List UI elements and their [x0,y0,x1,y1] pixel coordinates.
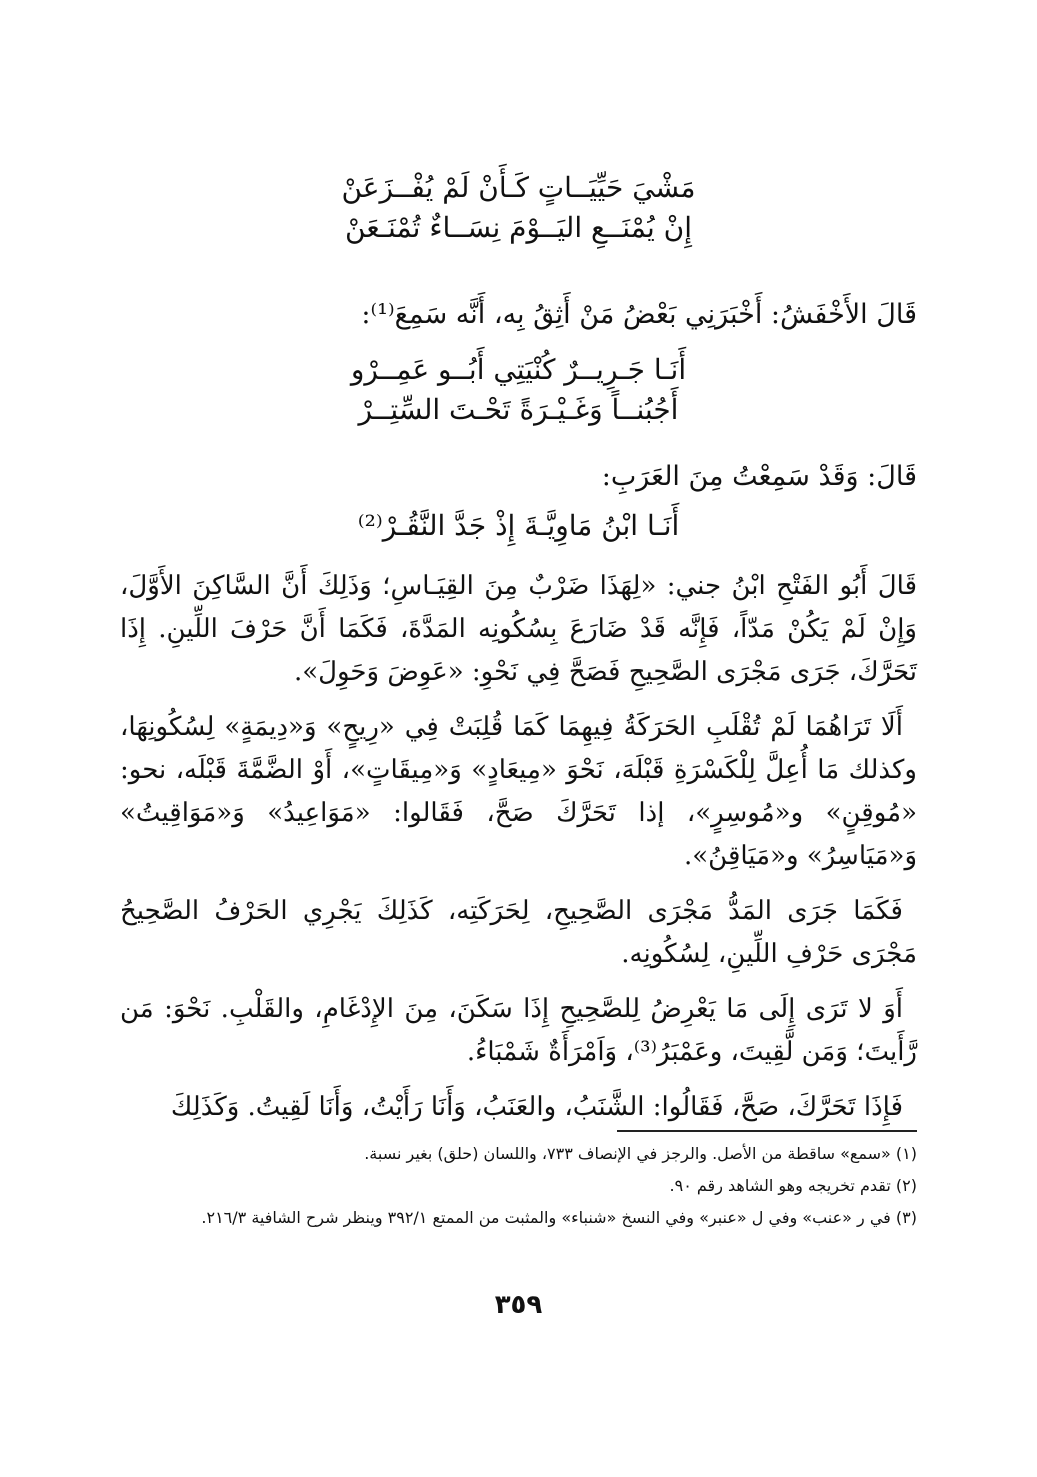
footnote: (٣) في ر «عنب» وفي ل «عنبر» وفي النسخ «شنباء» والمثبت من الممتع ٣٩٢/١ وينظر شرح الشافية ٢١٦/٣. [201,1208,917,1227]
verse-block-2 [239,350,799,430]
verse-line: أَنَـا جَـرِيــرٌ كُنْيَتِي أَبُــو عَمِــرْو [350,353,687,386]
verse-line: إِنْ يُمْنَــعِ اليَــوْمَ نِسَــاءٌ تُمْنَـعَنْ [345,211,692,244]
paragraph: فَإِذَا تَحَرَّكَ، صَحَّ، فَقَالُوا: الشَّنَبُ، والعَنَبُ، وَأَنَا رَأَيْتُ، وَأَنَا لَقِيتُ. وَكَذَلِكَ [170,1092,903,1122]
verse-line: أَجُبُنــاً وَغَـيْـرَةً تَحْـتَ السِّتِــرْ [358,393,679,426]
main-text [120,565,917,1141]
verse-block-3 [239,506,799,546]
verse-line: أَنَـا ابْنُ مَاوِيَّـةَ إِذْ جَدَّ النَّقُـرْ⁽²⁾ [357,509,680,542]
verse-line: مَشْيَ حَيِّيَــاتٍ كَـأَنْ لَمْ يُفْــزَعَنْ [341,171,696,204]
paragraph: قَالَ أَبُو الفَتْحِ ابْنُ جني: «لِهَذَا ضَرْبٌ مِنَ القِيَـاسِ؛ وَذَلِكَ أَنَّ السَّاكِنَ الأَوَّلَ، وَإِنْ لَمْ يَكُنْ مَدّاً، فَإِنَّه قَدْ ضَارَعَ بِسُكُونِه المَدَّةَ، فَكَمَا أَنَّ حَرْفَ اللِّينِ. إِذَا تَحَرَّكَ، جَرَى مَجْرَى الصَّحِيحِ فَصَحَّ فِي نَحْوِ: «عَوِضَ وَحَوِلَ». [120,571,917,687]
paragraph: فَكَمَا جَرَى المَدُّ مَجْرَى الصَّحِيحِ، لِحَرَكَتِه، كَذَلِكَ يَجْرِي الحَرْفُ الصَّحِيحُ مَجْرَى حَرْفِ اللِّينِ، لِسُكُونِه. [120,896,917,969]
page-number: ٣٥٩ [494,1290,543,1320]
paragraph: أَلَا تَرَاهُمَا لَمْ تُقْلَبِ الحَرَكَةُ فِيهِمَا كَمَا قُلِبَتْ فِي «رِيحٍ» وَ«دِيمَةٍ» لِسُكُونِهَا، وكذلك مَا أُعِلَّ لِلْكَسْرَةِ قَبْلَهَ، نَحْوَ «مِيعَادٍ» وَ«مِيقَاتٍ»، أَوْ الضَّمَّةَ قَبْلَه، نحو: «مُوقِنٍ» و«مُوسِرٍ»، إذا تَحَرَّكَ صَحَّ، فَقَالوا: «مَوَاعِيدُ» وَ«مَوَاقِيتُ» وَ«مَيَاسِرُ» و«مَيَاقِنُ». [120,712,917,871]
footnotes [120,1140,917,1236]
footnote-divider [617,1130,917,1132]
paragraph: أَوَ لا تَرَى إِلَى مَا يَعْرِضُ لِلصَّحِيحِ إِذَا سَكَنَ، مِنَ الإِدْغَامِ، والقَلْبِ. نَحْوَ: مَن رَّأَيتَ؛ وَمَن لَّقِيتَ، وعَمْبَرُ⁽³⁾، وَاَمْرَأَةٌ شَمْبَاءُ. [120,994,917,1067]
footnote: (١) «سمع» ساقطة من الأصل. والرجز في الإنصاف ٧٣٣، واللسان (حلق) بغير نسبة. [364,1144,917,1163]
intro-akhfash: قَالَ الأَخْفَشُ: أَخْبَرَنِي بَعْضُ مَنْ أَثِقُ بِه، أَنَّه سَمِعَ⁽¹⁾: [361,299,917,330]
verse-block-1 [239,168,799,248]
intro-arab: قَالَ: وَقَدْ سَمِعْتُ مِنَ العَرَبِ: [601,461,917,492]
footnote: (٢) تقدم تخريجه وهو الشاهد رقم ٩٠. [669,1176,917,1195]
